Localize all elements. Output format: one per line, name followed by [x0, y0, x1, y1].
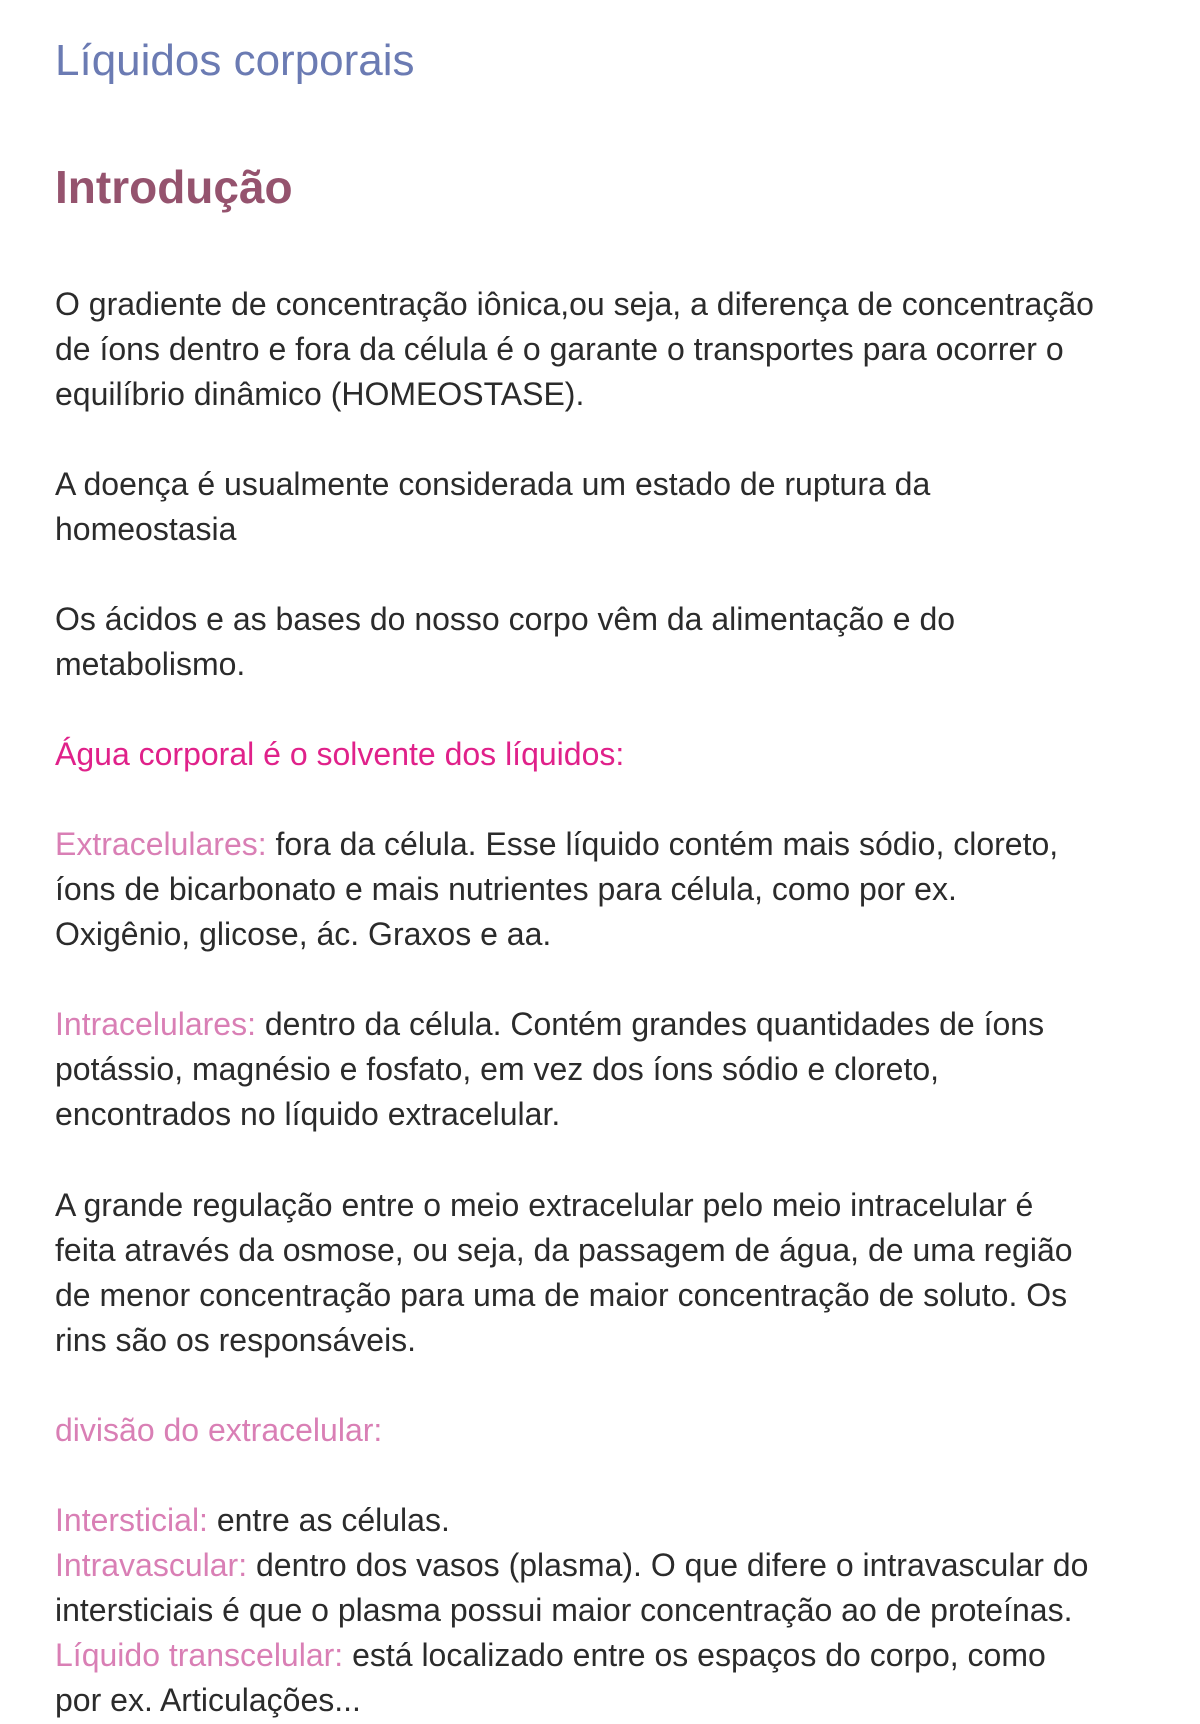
water-heading-text: Água corporal é o solvente dos líquidos: — [55, 736, 625, 772]
paragraph-divisao-lista — [55, 1498, 1145, 1723]
paragraph-intracelulares — [55, 1002, 1145, 1137]
paragraph-line: Oxigênio, glicose, ác. Graxos e aa. — [55, 916, 552, 952]
paragraph-doenca — [55, 462, 1145, 552]
term-label-intravascular: Intravascular: — [55, 1547, 248, 1583]
list-item-transcelular — [55, 1633, 1145, 1678]
term-definition: dentro da célula. Contém grandes quantidades de íons — [255, 1006, 1045, 1042]
list-item-intravascular — [55, 1543, 1145, 1588]
paragraph-line — [55, 822, 1145, 867]
term-definition: dentro dos vasos (plasma). O que difere o intravascular do — [247, 1547, 1089, 1583]
term-label-intersticial: Intersticial: — [55, 1502, 208, 1538]
paragraph-line — [55, 1002, 1145, 1047]
paragraph-line: por ex. Articulações... — [55, 1682, 361, 1718]
paragraph-line: feita através da osmose, ou seja, da passagem de água, de uma região — [55, 1232, 1073, 1268]
paragraph-line: equilíbrio dinâmico (HOMEOSTASE). — [55, 376, 585, 412]
term-definition: entre as células. — [207, 1502, 450, 1538]
term-label-extracelulares: Extracelulares: — [55, 826, 267, 862]
division-heading — [55, 1408, 1145, 1453]
term-definition: fora da célula. Esse líquido contém mais sódio, cloreto, — [266, 826, 1059, 862]
list-item-intersticial — [55, 1498, 1145, 1543]
paragraph-acidos-bases — [55, 597, 1145, 687]
paragraph-extracelulares — [55, 822, 1145, 957]
paragraph-line: A grande regulação entre o meio extracelular pelo meio intracelular é — [55, 1187, 1034, 1223]
paragraph-line: Os ácidos e as bases do nosso corpo vêm da alimentação e do — [55, 601, 956, 637]
water-heading — [55, 732, 1145, 777]
paragraph-line: A doença é usualmente considerada um estado de ruptura da — [55, 466, 931, 502]
term-definition: está localizado entre os espaços do corpo, como — [343, 1637, 1046, 1673]
paragraph-line: rins são os responsáveis. — [55, 1322, 417, 1358]
section-heading-introducao: Introdução — [55, 161, 293, 213]
paragraph-regulacao — [55, 1183, 1145, 1363]
paragraph-line: O gradiente de concentração iônica,ou seja, a diferença de concentração — [55, 286, 1094, 322]
paragraph-line: de menor concentração para uma de maior concentração de soluto. Os — [55, 1277, 1068, 1313]
paragraph-line: metabolismo. — [55, 646, 246, 682]
term-label-transcelular: Líquido transcelular: — [55, 1637, 344, 1673]
paragraph-line: potássio, magnésio e fosfato, em vez dos íons sódio e cloreto, — [55, 1051, 940, 1087]
term-label-intracelulares: Intracelulares: — [55, 1006, 256, 1042]
paragraph-gradiente — [55, 282, 1145, 417]
paragraph-line: de íons dentro e fora da célula é o garante o transportes para ocorrer o — [55, 331, 1064, 367]
paragraph-line: homeostasia — [55, 511, 237, 547]
paragraph-line: íons de bicarbonato e mais nutrientes para célula, como por ex. — [55, 871, 957, 907]
document-title: Líquidos corporais — [55, 36, 415, 85]
paragraph-line: intersticiais é que o plasma possui maior concentração ao de proteínas. — [55, 1592, 1073, 1628]
paragraph-line: encontrados no líquido extracelular. — [55, 1096, 561, 1132]
division-heading-text: divisão do extracelular: — [55, 1412, 383, 1448]
